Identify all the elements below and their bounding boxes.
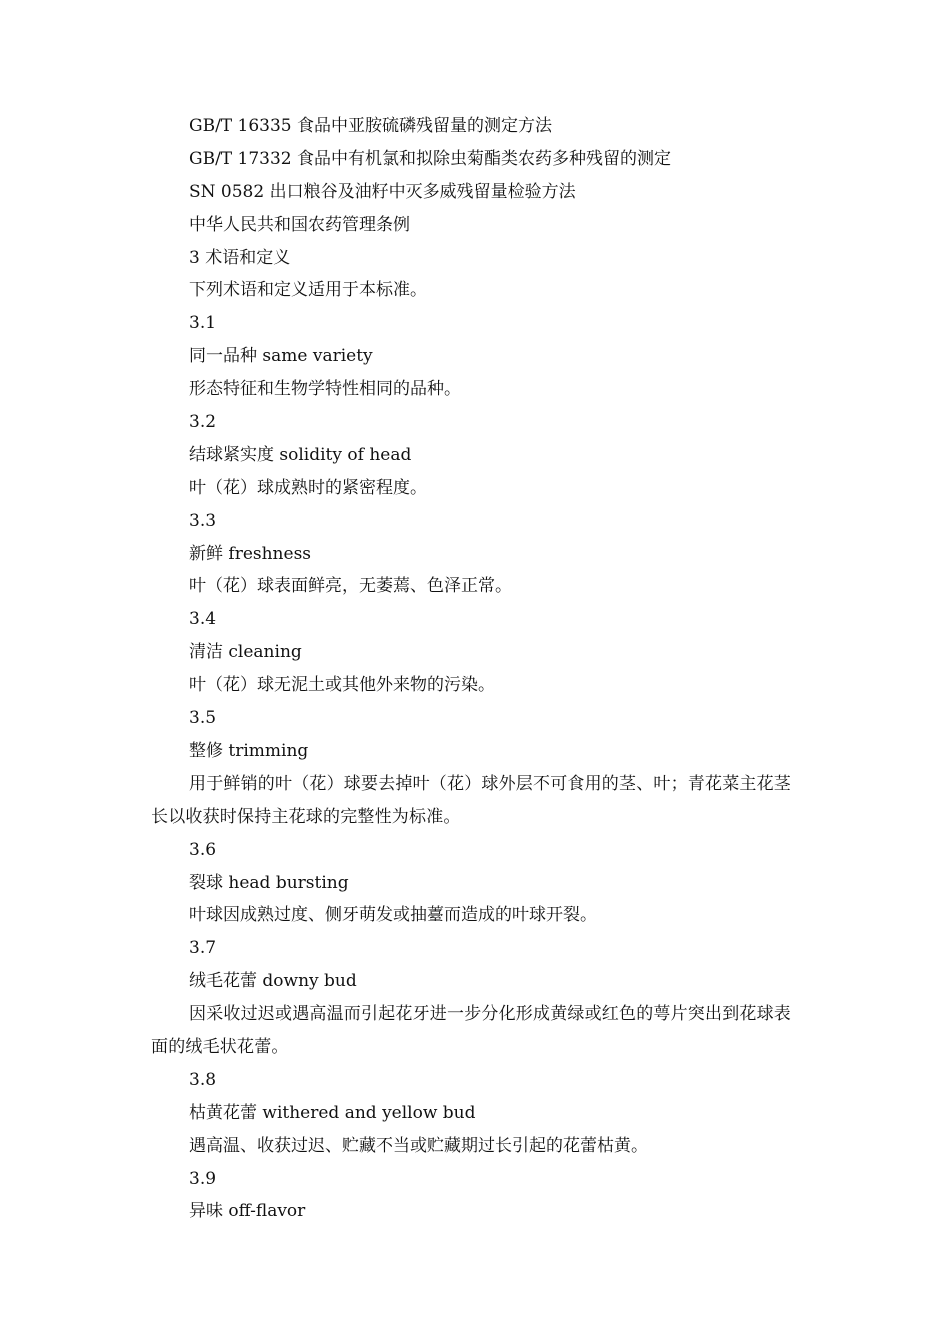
document-body xyxy=(151,110,791,1228)
term-name: 整修 trimming xyxy=(189,740,309,761)
term-definition: 形态特征和生物学特性相同的品种。 xyxy=(189,379,461,400)
reference-line: GB/T 17332 食品中有机氯和拟除虫菊酯类农药多种残留的测定 xyxy=(189,148,672,169)
term-definition: 叶（花）球成熟时的紧密程度。 xyxy=(189,477,427,498)
section-intro: 下列术语和定义适用于本标准。 xyxy=(189,280,427,301)
term-number: 3.6 xyxy=(189,839,217,860)
term-name: 裂球 head bursting xyxy=(189,872,349,893)
term-definition: 叶（花）球表面鲜亮，无萎蔫、色泽正常。 xyxy=(189,576,512,597)
term-name: 枯黄花蕾 withered and yellow bud xyxy=(189,1102,476,1123)
term-definition: 叶球因成熟过度、侧牙萌发或抽薹而造成的叶球开裂。 xyxy=(189,905,597,926)
term-number: 3.2 xyxy=(189,412,217,433)
term-name: 异味 off-flavor xyxy=(189,1201,306,1222)
term-name: 结球紧实度 solidity of head xyxy=(189,444,412,465)
term-definition: 因采收过迟或遇高温而引起花牙进一步分化形成黄绿或红色的萼片突出到花球表面的绒毛状花蕾。 xyxy=(151,1004,791,1057)
reference-line: GB/T 16335 食品中亚胺硫磷残留量的测定方法 xyxy=(189,116,553,136)
term-number: 3.3 xyxy=(189,510,217,531)
term-number: 3.4 xyxy=(189,609,217,630)
section-title: 3 术语和定义 xyxy=(189,247,291,268)
term-number: 3.7 xyxy=(189,938,217,959)
term-definition: 遇高温、收获过迟、贮藏不当或贮藏期过长引起的花蕾枯黄。 xyxy=(189,1135,648,1156)
term-number: 3.9 xyxy=(189,1168,217,1189)
term-number: 3.8 xyxy=(189,1069,217,1090)
term-name: 清洁 cleaning xyxy=(189,642,302,663)
term-name: 新鲜 freshness xyxy=(189,543,312,564)
term-number: 3.1 xyxy=(189,313,217,334)
term-number: 3.5 xyxy=(189,708,217,729)
term-definition: 用于鲜销的叶（花）球要去掉叶（花）球外层不可食用的茎、叶；青花菜主花茎长以收获时保持主花球的完整性为标准。 xyxy=(151,773,791,827)
reference-line: SN 0582 出口粮谷及油籽中灭多威残留量检验方法 xyxy=(189,181,576,202)
term-name: 同一品种 same variety xyxy=(189,346,373,367)
term-name: 绒毛花蕾 downy bud xyxy=(189,971,357,992)
reference-line: 中华人民共和国农药管理条例 xyxy=(189,214,410,235)
term-definition: 叶（花）球无泥土或其他外来物的污染。 xyxy=(189,675,495,696)
